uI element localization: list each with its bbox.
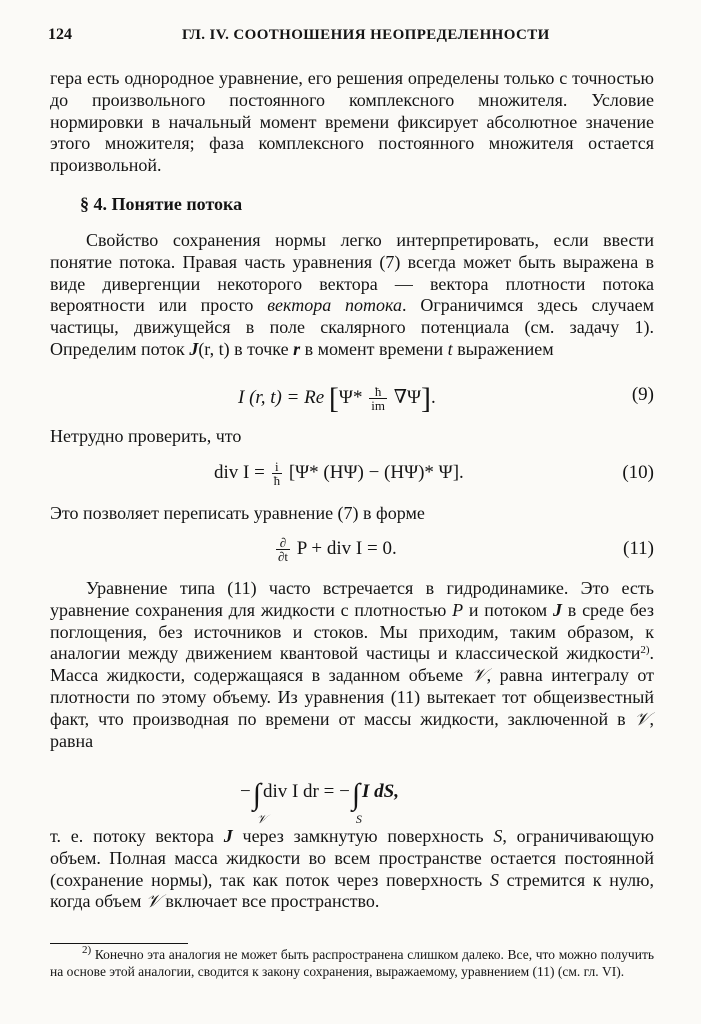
eq10-number: (10) — [622, 462, 654, 483]
p2-r: r — [293, 338, 301, 359]
p6-V: 𝒱 — [145, 891, 161, 912]
eq10-formula — [214, 460, 464, 487]
p2-text-a: Свойство сохранения нормы легко интерпретировать, если ввести понятие потока. Правая часть уравнения (7) всегда может быть выражена в виде дивергенции некоторого вектора — вектора плотности потока вероятности или просто — [50, 230, 654, 316]
eq11-fraction: $\frac{\partial}{\partial t}$ — [278, 535, 289, 564]
p2-j-arg: (r, t) — [198, 338, 230, 359]
section-title: § 4. Понятие потока — [80, 194, 243, 214]
p2-text-d: в момент времени — [300, 338, 448, 359]
footnote — [50, 946, 654, 980]
eq9-lhs: I (r, t) = Re — [238, 387, 325, 408]
eq11-formula — [274, 536, 397, 563]
p5-V2: 𝒱 — [634, 708, 650, 729]
paragraph-3: Нетрудно проверить, что — [50, 426, 242, 446]
equation-11 — [50, 528, 654, 572]
equation-12 — [50, 770, 654, 826]
equation-10 — [50, 452, 654, 496]
eq9-psi-star: Ψ* — [338, 387, 363, 408]
eq12-end: I dS, — [362, 781, 399, 802]
page-number: 124 — [48, 26, 72, 43]
eq9-formula: I (r, t) = Re [Ψ* $\frac{ħ}{im}$ ∇Ψ]. — [238, 382, 436, 415]
eq9-number: (9) — [631, 384, 654, 405]
eq11-rhs: P + div I = 0. — [296, 537, 397, 559]
running-head — [48, 26, 653, 50]
eq12-formula: −∫ 𝒱 div I dr = −∫ S I dS, — [240, 778, 399, 826]
term-flux-vector: вектора потока — [267, 295, 403, 316]
p6-S: S — [493, 826, 503, 846]
paragraph-5: Уравнение типа (11) часто встречается в гидродинамике. Это есть уравнение сохранения для жидкости с плотностью P и потоком J в среде без поглощения, без источников и стоков. Мы приходим, таким образом, к аналогии между движением квантовой частицы и классической жидкости$^{2)}$. Масса жидкости, содержащаяся в заданном объеме 𝒱, равна интегралу от плотности по этому объему. Из уравнения (11) вытекает тот общеизвестный факт, что производная по времени от массы жидкости, заключенной в 𝒱, равна — [50, 578, 654, 751]
p2-text-c: в точке — [229, 338, 294, 359]
footnote-text: Конечно эта аналогия не может быть распространена слишком далеко. Все, что можно получить на основе этой аналогии, сводится к закону сохранения, выражаемому, уравнением (11) (см. гл. VI). — [50, 947, 654, 979]
footnote-divider — [50, 943, 188, 944]
p2-t: t — [447, 338, 453, 359]
eq10-rhs: [Ψ* (HΨ) − (HΨ)* Ψ]. — [288, 461, 464, 483]
eq9-fraction: $\frac{ħ}{im}$ — [371, 384, 385, 414]
p5-J: J — [552, 599, 562, 620]
integral-surface: ∫ S — [351, 778, 362, 826]
p2-text-e: выражением — [452, 338, 554, 359]
eq9-rhs: ∇Ψ — [393, 387, 421, 408]
p6-S2: S — [489, 869, 499, 890]
paragraph-6: т. е. потоку вектора J через замкнутую поверхность S, ограничивающую объем. Полная масса жидкости во всем пространстве остается постоянной (сохранение нормы), так как поток через поверхность S стремится к нулю, когда объем 𝒱 включает все пространство. — [50, 826, 655, 912]
p2-text-b: . Ограничимся здесь случаем частицы, движущейся в поле скалярного потенциала (см. задачу 1). Определим поток — [50, 295, 654, 359]
integral-volume: ∫ 𝒱 — [252, 778, 267, 826]
footnote-mark: 2) — [82, 944, 92, 956]
paragraph-1: гера есть однородное уравнение, его решения определены только с точностью до произвольного постоянного комплексного множителя. Условие нормировки в начальный момент времени фиксирует абсолютное значение этого множителя; фаза комплексного постоянного множителя остается произвольной. — [50, 68, 654, 176]
eq10-fraction: $\frac{i}{ħ}$ — [273, 459, 281, 488]
chapter-title: ГЛ. IV. СООТНОШЕНИЯ НЕОПРЕДЕЛЕННОСТИ — [182, 27, 550, 43]
eq11-number: (11) — [623, 538, 654, 559]
equation-9 — [50, 374, 654, 418]
p5-P: P — [452, 599, 464, 620]
footnote-ref: 2) — [640, 644, 650, 657]
eq12-middle: div I dr = − — [262, 781, 350, 802]
eq10-lhs: div I = — [214, 461, 265, 483]
p6-J: J — [223, 826, 233, 846]
paragraph-4: Это позволяет переписать уравнение (7) в форме — [50, 503, 425, 523]
p5-V: 𝒱 — [471, 665, 487, 686]
paragraph-2: Свойство сохранения нормы легко интерпретировать, если ввести понятие потока. Правая часть уравнения (7) всегда может быть выражена в виде дивергенции некоторого вектора — вектора плотности потока вероятности или просто вектора потока. Ограничимся здесь случаем частицы, движущейся в поле скалярного потенциала (см. задачу 1). Определим поток J(r, t) в точке r в момент времени t выражением — [50, 230, 654, 359]
